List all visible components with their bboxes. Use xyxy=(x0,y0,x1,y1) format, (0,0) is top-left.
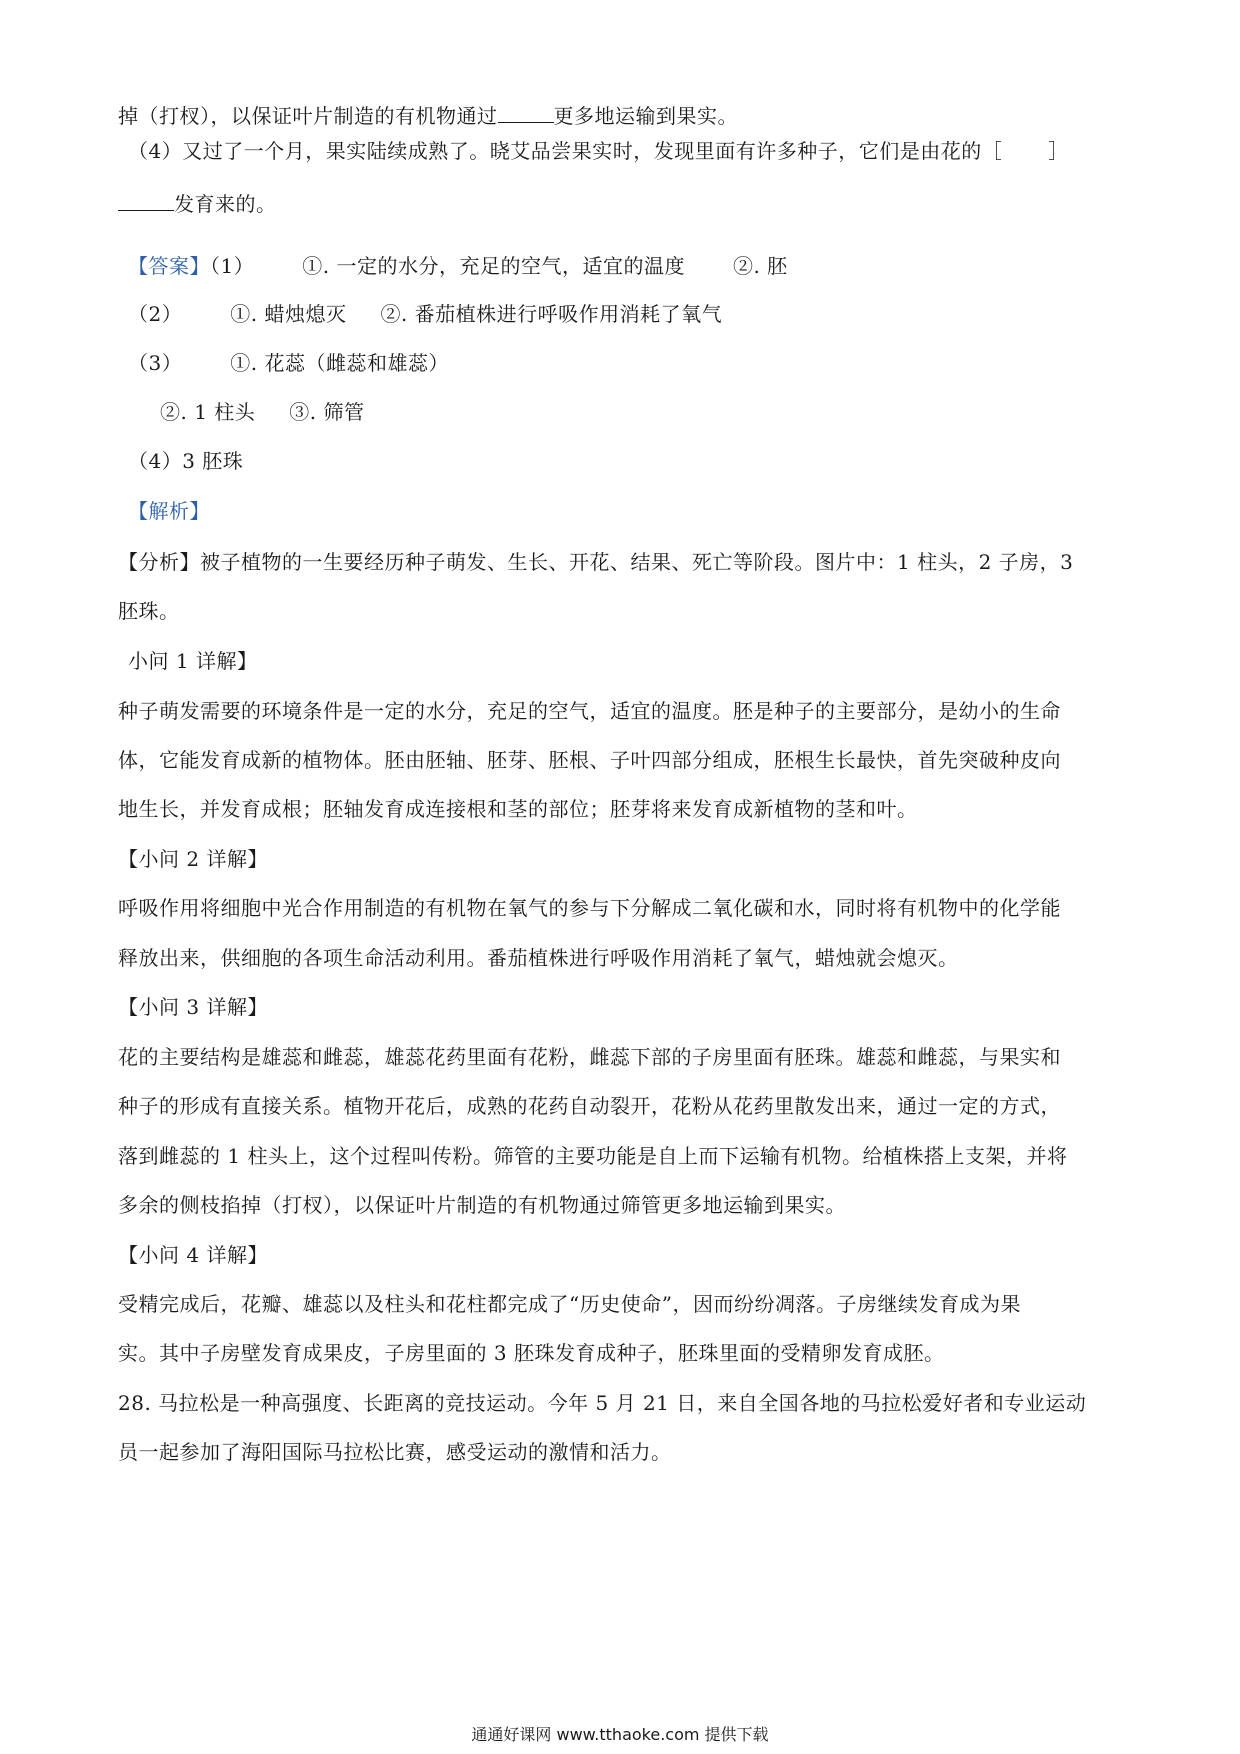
question-text: （4）又过了一个月，果实陆续成熟了。晓艾品尝果实时，发现里面有许多种子，它们是由花的［ xyxy=(128,139,1003,163)
paragraph-line xyxy=(118,944,1128,972)
answer-blank xyxy=(118,192,174,211)
paragraph-text: 多余的侧枝掐掉（打杈），以保证叶片制造的有机物通过筛管更多地运输到果实。 xyxy=(118,1193,846,1217)
answer-part: ②. 番茄植株进行呼吸作用消耗了氧气 xyxy=(380,302,723,326)
analysis-intro-line xyxy=(118,548,1128,576)
question-text: 更多地运输到果实。 xyxy=(553,104,738,128)
answer-line-3 xyxy=(128,349,1138,377)
answer-part: ①. 蜡烛熄灭 xyxy=(230,302,347,326)
paragraph-line xyxy=(118,1142,1128,1170)
answer-part: ③. 筛管 xyxy=(289,400,365,424)
answer-number: （1） xyxy=(210,254,255,278)
paragraph-text: 受精完成后，花瓣、雄蕊以及柱头和花柱都完成了“历史使命”，因而纷纷凋落。子房继续发育成为果 xyxy=(118,1292,1021,1316)
paragraph-line xyxy=(118,894,1128,922)
paragraph-text: 种子萌发需要的环境条件是一定的水分，充足的空气，适宜的温度。胚是种子的主要部分，是幼小的生命 xyxy=(118,699,1061,723)
question-text: 员一起参加了海阳国际马拉松比赛，感受运动的激情和活力。 xyxy=(118,1440,672,1464)
answer-part: ②. 胚 xyxy=(732,254,788,278)
answer-number: （3） xyxy=(128,351,183,375)
answer-part: （4）3 胚珠 xyxy=(128,449,244,473)
section-title-text: 【小问 2 详解】 xyxy=(118,847,268,871)
paragraph-text: 实。其中子房壁发育成果皮，子房里面的 3 胚珠发育成种子，胚珠里面的受精卵发育成胚。 xyxy=(118,1341,945,1365)
question-line xyxy=(118,190,1128,218)
answer-part: ②. 1 柱头 xyxy=(160,400,256,424)
paragraph-text: 落到雌蕊的 1 柱头上，这个过程叫传粉。筛管的主要功能是自上而下运输有机物。给植株搭上支架，并将 xyxy=(118,1144,1068,1168)
answer-part: ①. 一定的水分，充足的空气，适宜的温度 xyxy=(302,254,685,278)
paragraph-line xyxy=(118,1339,1128,1367)
paragraph-text: 释放出来，供细胞的各项生命活动利用。番茄植株进行呼吸作用消耗了氧气，蜡烛就会熄灭。 xyxy=(118,946,959,970)
footer-text: 通通好课网 www.tthaoke.com 提供下载 xyxy=(471,1725,769,1744)
answer-part: ①. 花蕊（雌蕊和雄蕊） xyxy=(230,351,449,375)
paragraph-line xyxy=(118,795,1128,823)
question-28-line xyxy=(118,1389,1128,1417)
question-text: ］ xyxy=(1048,139,1069,163)
paragraph-text: 【分析】被子植物的一生要经历种子萌发、生长、开花、结果、死亡等阶段。图片中：1 柱头，2 子房，3 xyxy=(118,550,1074,574)
answer-line-1 xyxy=(128,252,1138,280)
paragraph-text: 呼吸作用将细胞中光合作用制造的有机物在氧气的参与下分解成二氧化碳和水，同时将有机物中的化学能 xyxy=(118,896,1061,920)
page-footer xyxy=(0,1724,1240,1746)
paragraph-line xyxy=(118,1290,1128,1318)
section-title-text: 小问 1 详解】 xyxy=(128,649,258,673)
paragraph-line xyxy=(118,697,1128,725)
section-title xyxy=(118,993,1128,1021)
paragraph-line xyxy=(118,746,1128,774)
paragraph-line xyxy=(118,1043,1128,1071)
section-title-text: 【小问 3 详解】 xyxy=(118,995,268,1019)
analysis-label: 【解析】 xyxy=(128,499,210,523)
paragraph-text: 胚珠。 xyxy=(118,599,180,623)
paragraph-text: 花的主要结构是雄蕊和雌蕊，雄蕊花药里面有花粉，雌蕊下部的子房里面有胚珠。雄蕊和雌蕊，与果实和 xyxy=(118,1045,1061,1069)
answer-line-3b xyxy=(160,398,1170,426)
paragraph-line xyxy=(118,1092,1128,1120)
analysis-heading xyxy=(128,497,1138,525)
question-text: 发育来的。 xyxy=(174,192,277,216)
question-28-line xyxy=(118,1438,1128,1466)
question-text: 掉（打杈），以保证叶片制造的有机物通过 xyxy=(118,104,498,128)
section-title xyxy=(118,845,1128,873)
answer-line-4 xyxy=(128,447,1138,475)
paragraph-line xyxy=(118,1191,1128,1219)
answer-line-2 xyxy=(128,300,1138,328)
section-title xyxy=(128,647,1138,675)
question-line xyxy=(128,137,1138,165)
analysis-intro-line xyxy=(118,597,1128,625)
section-title-text: 【小问 4 详解】 xyxy=(118,1243,268,1267)
question-text: 28. 马拉松是一种高强度、长距离的竞技运动。今年 5 月 21 日，来自全国各地的马拉松爱好者和专业运动 xyxy=(118,1391,1087,1415)
question-line xyxy=(118,102,1128,130)
answer-label: 【答案】 xyxy=(128,254,210,278)
answer-number: （2） xyxy=(128,302,183,326)
paragraph-text: 种子的形成有直接关系。植物开花后，成熟的花药自动裂开，花粉从花药里散发出来，通过一定的方式， xyxy=(118,1094,1061,1118)
section-title xyxy=(118,1241,1128,1269)
answer-blank xyxy=(498,104,554,123)
paragraph-text: 地生长，并发育成根；胚轴发育成连接根和茎的部位；胚芽将来发育成新植物的茎和叶。 xyxy=(118,797,918,821)
paragraph-text: 体，它能发育成新的植物体。胚由胚轴、胚芽、胚根、子叶四部分组成，胚根生长最快，首先突破种皮向 xyxy=(118,748,1061,772)
